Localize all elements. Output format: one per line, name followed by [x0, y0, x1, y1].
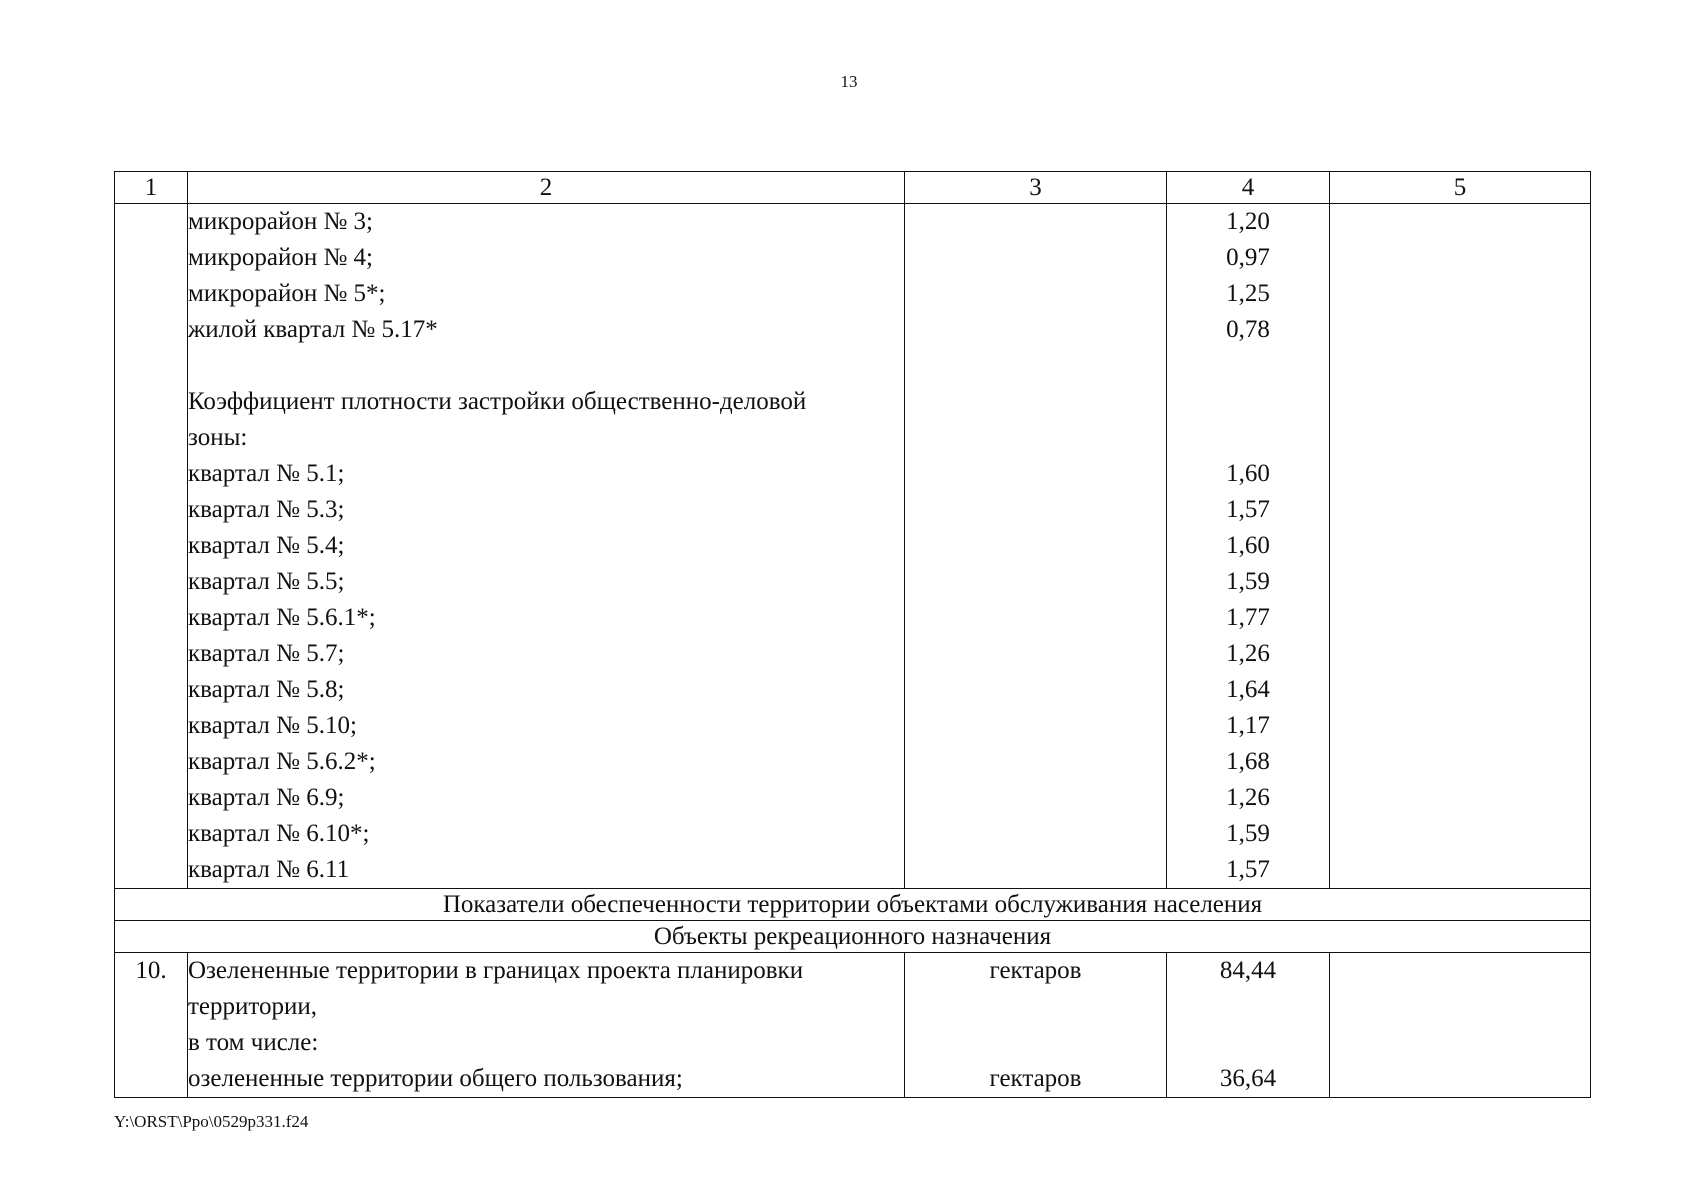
- header-cell: 1: [115, 172, 188, 204]
- empty-cell: [115, 204, 188, 889]
- indicator-line: квартал № 5.3;: [188, 496, 345, 523]
- indicator-line: квартал № 5.6.2*;: [188, 748, 376, 775]
- value: 1,60: [1226, 460, 1270, 487]
- indicator-line: территории,: [188, 993, 318, 1020]
- indicator-line: жилой квартал № 5.17*: [188, 316, 438, 343]
- indicator-heading: зоны:: [188, 424, 248, 451]
- value: 1,57: [1226, 856, 1270, 883]
- unit: гектаров: [989, 1065, 1082, 1092]
- indicator-line: микрорайон № 4;: [188, 244, 373, 271]
- row-number: 10.: [115, 953, 188, 1098]
- note-cell: [1330, 953, 1591, 1098]
- value-cell: [1167, 204, 1330, 889]
- spacer: [1167, 384, 1329, 420]
- table-header-row: [115, 172, 1591, 204]
- indicator-line: квартал № 5.8;: [188, 676, 345, 703]
- section-row: [115, 921, 1591, 953]
- section-row: [115, 889, 1591, 921]
- spacer: [905, 1025, 1166, 1061]
- value: 0,78: [1226, 316, 1270, 343]
- value: 1,60: [1226, 532, 1270, 559]
- spacer: [1167, 1025, 1329, 1061]
- value: 1,26: [1226, 640, 1270, 667]
- indicator-line: квартал № 5.6.1*;: [188, 604, 376, 631]
- value-cell: [1167, 953, 1330, 1098]
- value: 1,68: [1226, 748, 1270, 775]
- indicator-heading: Коэффициент плотности застройки общественно-деловой: [188, 388, 807, 415]
- value: 1,20: [1226, 208, 1270, 235]
- note-cell: [1330, 204, 1591, 889]
- value: 36,64: [1219, 1065, 1277, 1092]
- value: 1,26: [1226, 784, 1270, 811]
- indicator-line: квартал № 5.1;: [188, 460, 345, 487]
- spacer: [1167, 989, 1329, 1025]
- spacer: [1167, 348, 1329, 384]
- value: 1,64: [1226, 676, 1270, 703]
- section-title: Объекты рекреационного назначения: [115, 921, 1591, 953]
- unit-cell: [905, 953, 1167, 1098]
- indicator-line: квартал № 5.7;: [188, 640, 345, 667]
- value: 1,59: [1226, 568, 1270, 595]
- value: 1,25: [1226, 280, 1270, 307]
- indicator-line: квартал № 6.10*;: [188, 820, 370, 847]
- unit: гектаров: [989, 957, 1082, 984]
- indicator-cell: [188, 953, 905, 1098]
- indicator-line: квартал № 5.10;: [188, 712, 357, 739]
- indicator-line: квартал № 6.9;: [188, 784, 345, 811]
- indicator-line: озелененные территории общего пользования;: [188, 1065, 683, 1092]
- spacer: [188, 348, 904, 384]
- indicator-line: Озелененные территории в границах проекта планировки: [188, 957, 804, 984]
- indicator-cell: [188, 204, 905, 889]
- value: 1,17: [1226, 712, 1270, 739]
- value: 1,57: [1226, 496, 1270, 523]
- indicator-line: микрорайон № 5*;: [188, 280, 386, 307]
- indicator-line: в том числе:: [188, 1029, 319, 1056]
- value: 1,77: [1226, 604, 1270, 631]
- value: 1,59: [1226, 820, 1270, 847]
- data-table: [114, 171, 1591, 1098]
- spacer: [905, 989, 1166, 1025]
- file-path-footer: Y:\ORST\Ppo\0529p331.f24: [114, 1112, 309, 1131]
- spacer: [1167, 420, 1329, 456]
- header-cell: 4: [1167, 172, 1330, 204]
- value: 84,44: [1219, 957, 1277, 984]
- table-row: [115, 204, 1591, 889]
- value: 0,97: [1226, 244, 1270, 271]
- header-cell: 2: [188, 172, 905, 204]
- indicator-line: квартал № 6.11: [188, 856, 350, 883]
- section-title: Показатели обеспеченности территории объектами обслуживания населения: [115, 889, 1591, 921]
- unit-cell: [905, 204, 1167, 889]
- indicator-line: микрорайон № 3;: [188, 208, 373, 235]
- header-cell: 3: [905, 172, 1167, 204]
- header-cell: 5: [1330, 172, 1591, 204]
- table-row: [115, 953, 1591, 1098]
- page-number: 13: [840, 72, 858, 91]
- indicator-line: квартал № 5.4;: [188, 532, 345, 559]
- indicator-line: квартал № 5.5;: [188, 568, 345, 595]
